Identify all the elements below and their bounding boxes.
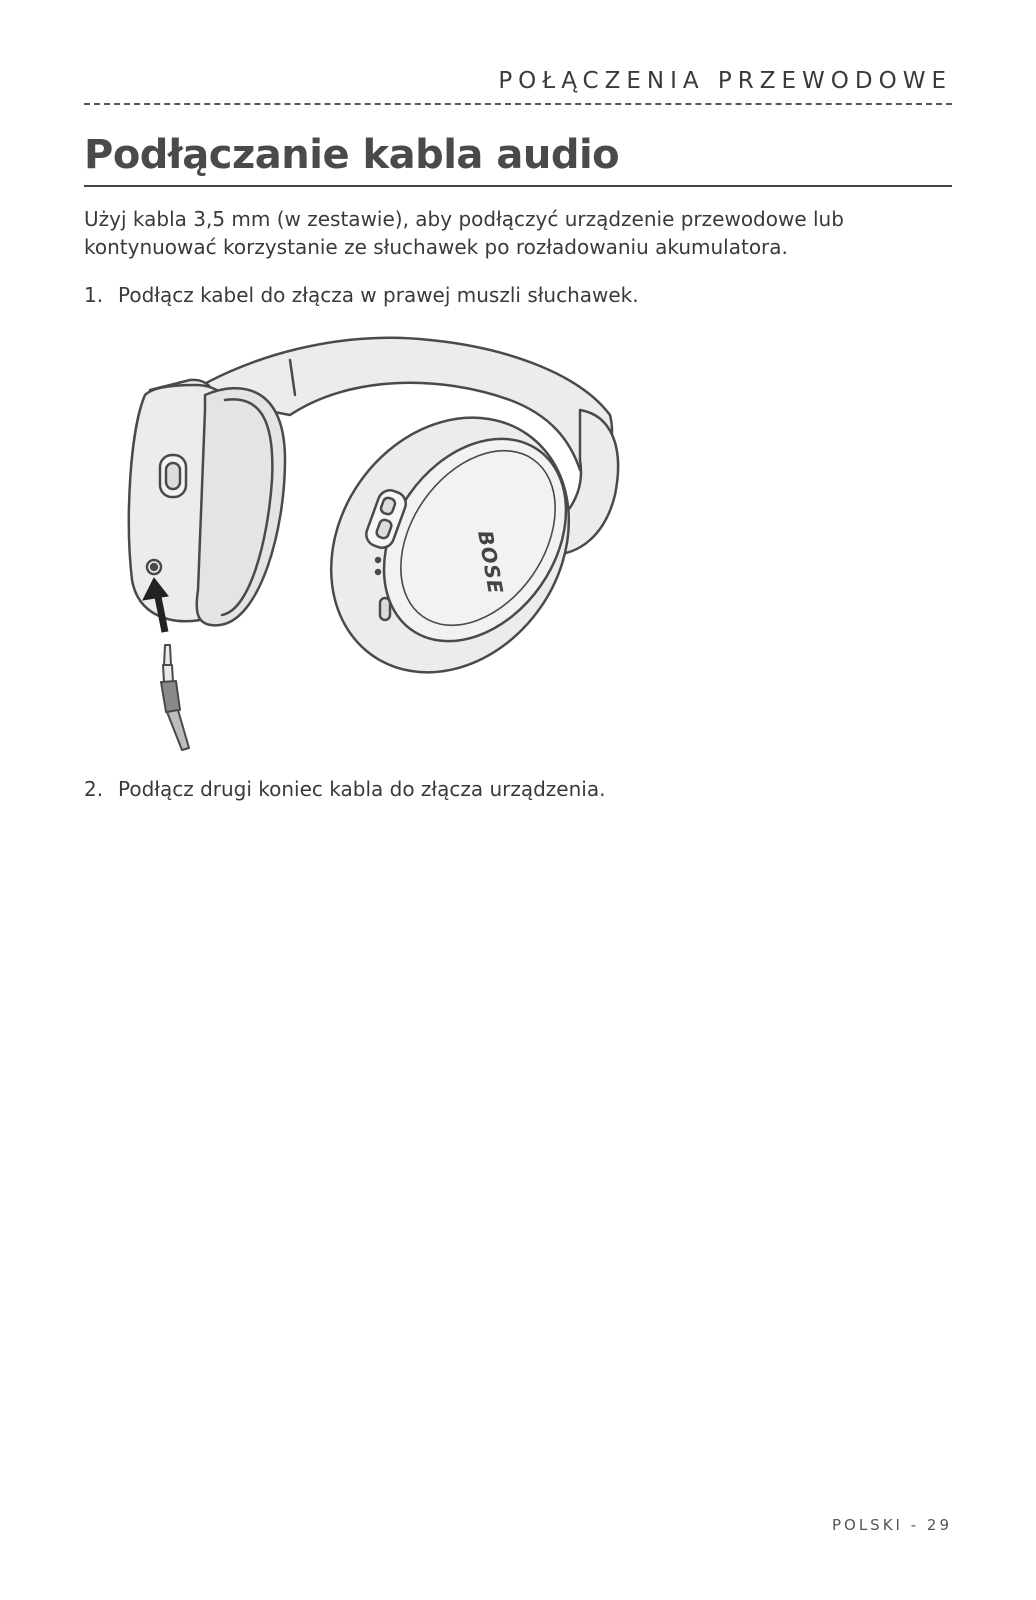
page-title: Podłączanie kabla audio — [84, 132, 620, 178]
brand-logo: BOSE — [473, 528, 508, 597]
section-header: POŁĄCZENIA PRZEWODOWE — [498, 68, 952, 94]
left-ear-cushion — [197, 388, 285, 625]
title-underline — [84, 185, 952, 187]
audio-cable — [161, 645, 189, 750]
intro-line-2: kontynuować korzystanie ze słuchawek po rozładowaniu akumulatora. — [84, 235, 788, 259]
headphones-cable-illustration — [110, 320, 640, 760]
intro-paragraph — [84, 205, 944, 261]
page-footer: POLSKI - 29 — [831, 1516, 952, 1534]
step-2-text: Podłącz drugi koniec kabla do złącza urządzenia. — [118, 777, 606, 801]
step-1-number: 1. — [84, 283, 104, 307]
intro-line-1: Użyj kabla 3,5 mm (w zestawie), aby podłączyć urządzenie przewodowe lub — [84, 207, 844, 231]
step-1-text: Podłącz kabel do złącza w prawej muszli słuchawek. — [118, 283, 639, 307]
usb-port — [380, 598, 390, 620]
step-2-number: 2. — [84, 777, 104, 801]
step-1 — [84, 281, 639, 309]
step-2 — [84, 775, 605, 803]
header-divider — [84, 103, 952, 105]
